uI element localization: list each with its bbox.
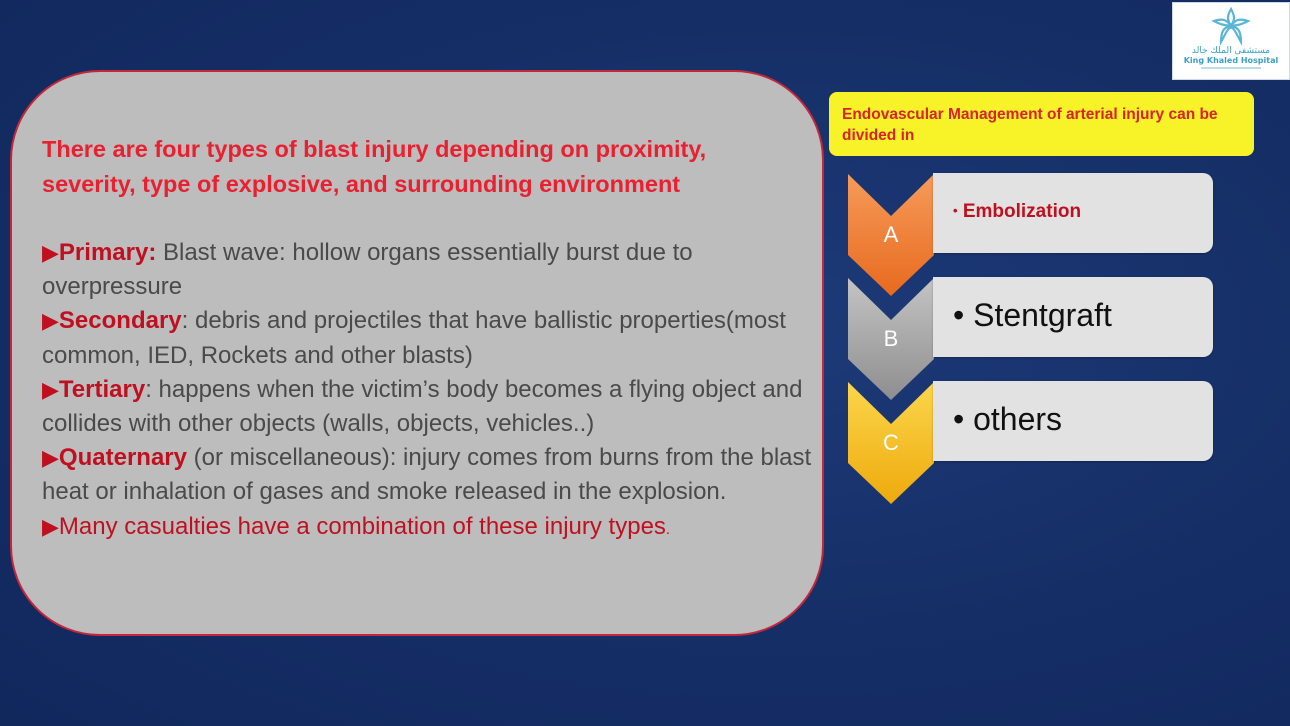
option-a-text [953, 201, 1081, 223]
option-b-box [933, 277, 1213, 357]
option-c-box [933, 381, 1213, 461]
description-tertiary: : happens when the victim’s body becomes a flying object and collides with other objects (walls, objects, vehicles..) [42, 375, 803, 438]
triangle-bullet-icon: ▶ [42, 513, 59, 539]
option-b-label: Stentgraft [973, 297, 1112, 333]
summary-text: Many casualties have a combination of these injury types [58, 512, 666, 540]
panel-heading: There are four types of blast injury depending on proximity, severity, type of explosive, and surrounding environment [42, 136, 707, 197]
option-a-box [933, 173, 1213, 253]
option-c-letter: C [883, 430, 899, 455]
summary-line [42, 510, 812, 547]
term-quaternary: Quaternary [58, 444, 187, 472]
bullet-icon: • [953, 297, 965, 333]
option-a-label: Embolization [962, 201, 1082, 222]
triangle-bullet-icon: ▶ [42, 240, 59, 265]
hospital-logo [1172, 2, 1290, 80]
list-item-tertiary [42, 373, 812, 441]
triangle-bullet-icon: ▶ [42, 445, 59, 471]
description-quaternary: (or miscellaneous): injury comes from burns from the blast heat or inhalation of gases and smoke released in the explosion. [42, 444, 812, 506]
list-item-secondary [42, 304, 812, 372]
term-separator: : [148, 239, 157, 266]
logo-arabic-text: مستشفى الملك خالد [1191, 46, 1271, 56]
option-a-letter: A [883, 222, 899, 247]
description-secondary: : debris and projectiles that have ballistic properties(most common, IED, Rockets and other blasts) [42, 307, 786, 369]
triangle-bullet-icon: ▶ [42, 376, 59, 402]
term-tertiary: Tertiary [58, 375, 146, 403]
logo-divider [1201, 67, 1261, 69]
description-primary: Blast wave: hollow organs essentially burst due to overpressure [42, 239, 693, 301]
star-flower-logo-icon [1211, 6, 1251, 46]
option-b-letter: B [883, 326, 899, 351]
callout-box: Endovascular Management of arterial injury can be divided in [829, 92, 1254, 156]
option-c-text [953, 401, 1062, 438]
list-item-quaternary [42, 441, 812, 509]
term-primary: Primary [58, 239, 149, 266]
option-c-label: others [973, 401, 1063, 437]
logo-english-text: King Khaled Hospital [1183, 56, 1279, 65]
summary-period: . [665, 520, 671, 538]
bullet-icon: • [953, 401, 965, 437]
bullet-icon: • [953, 203, 958, 218]
list-item-primary [42, 236, 812, 304]
blast-injury-list [42, 236, 812, 547]
option-b-text [953, 297, 1112, 334]
term-secondary: Secondary [58, 307, 182, 335]
triangle-bullet-icon: ▶ [42, 308, 59, 334]
